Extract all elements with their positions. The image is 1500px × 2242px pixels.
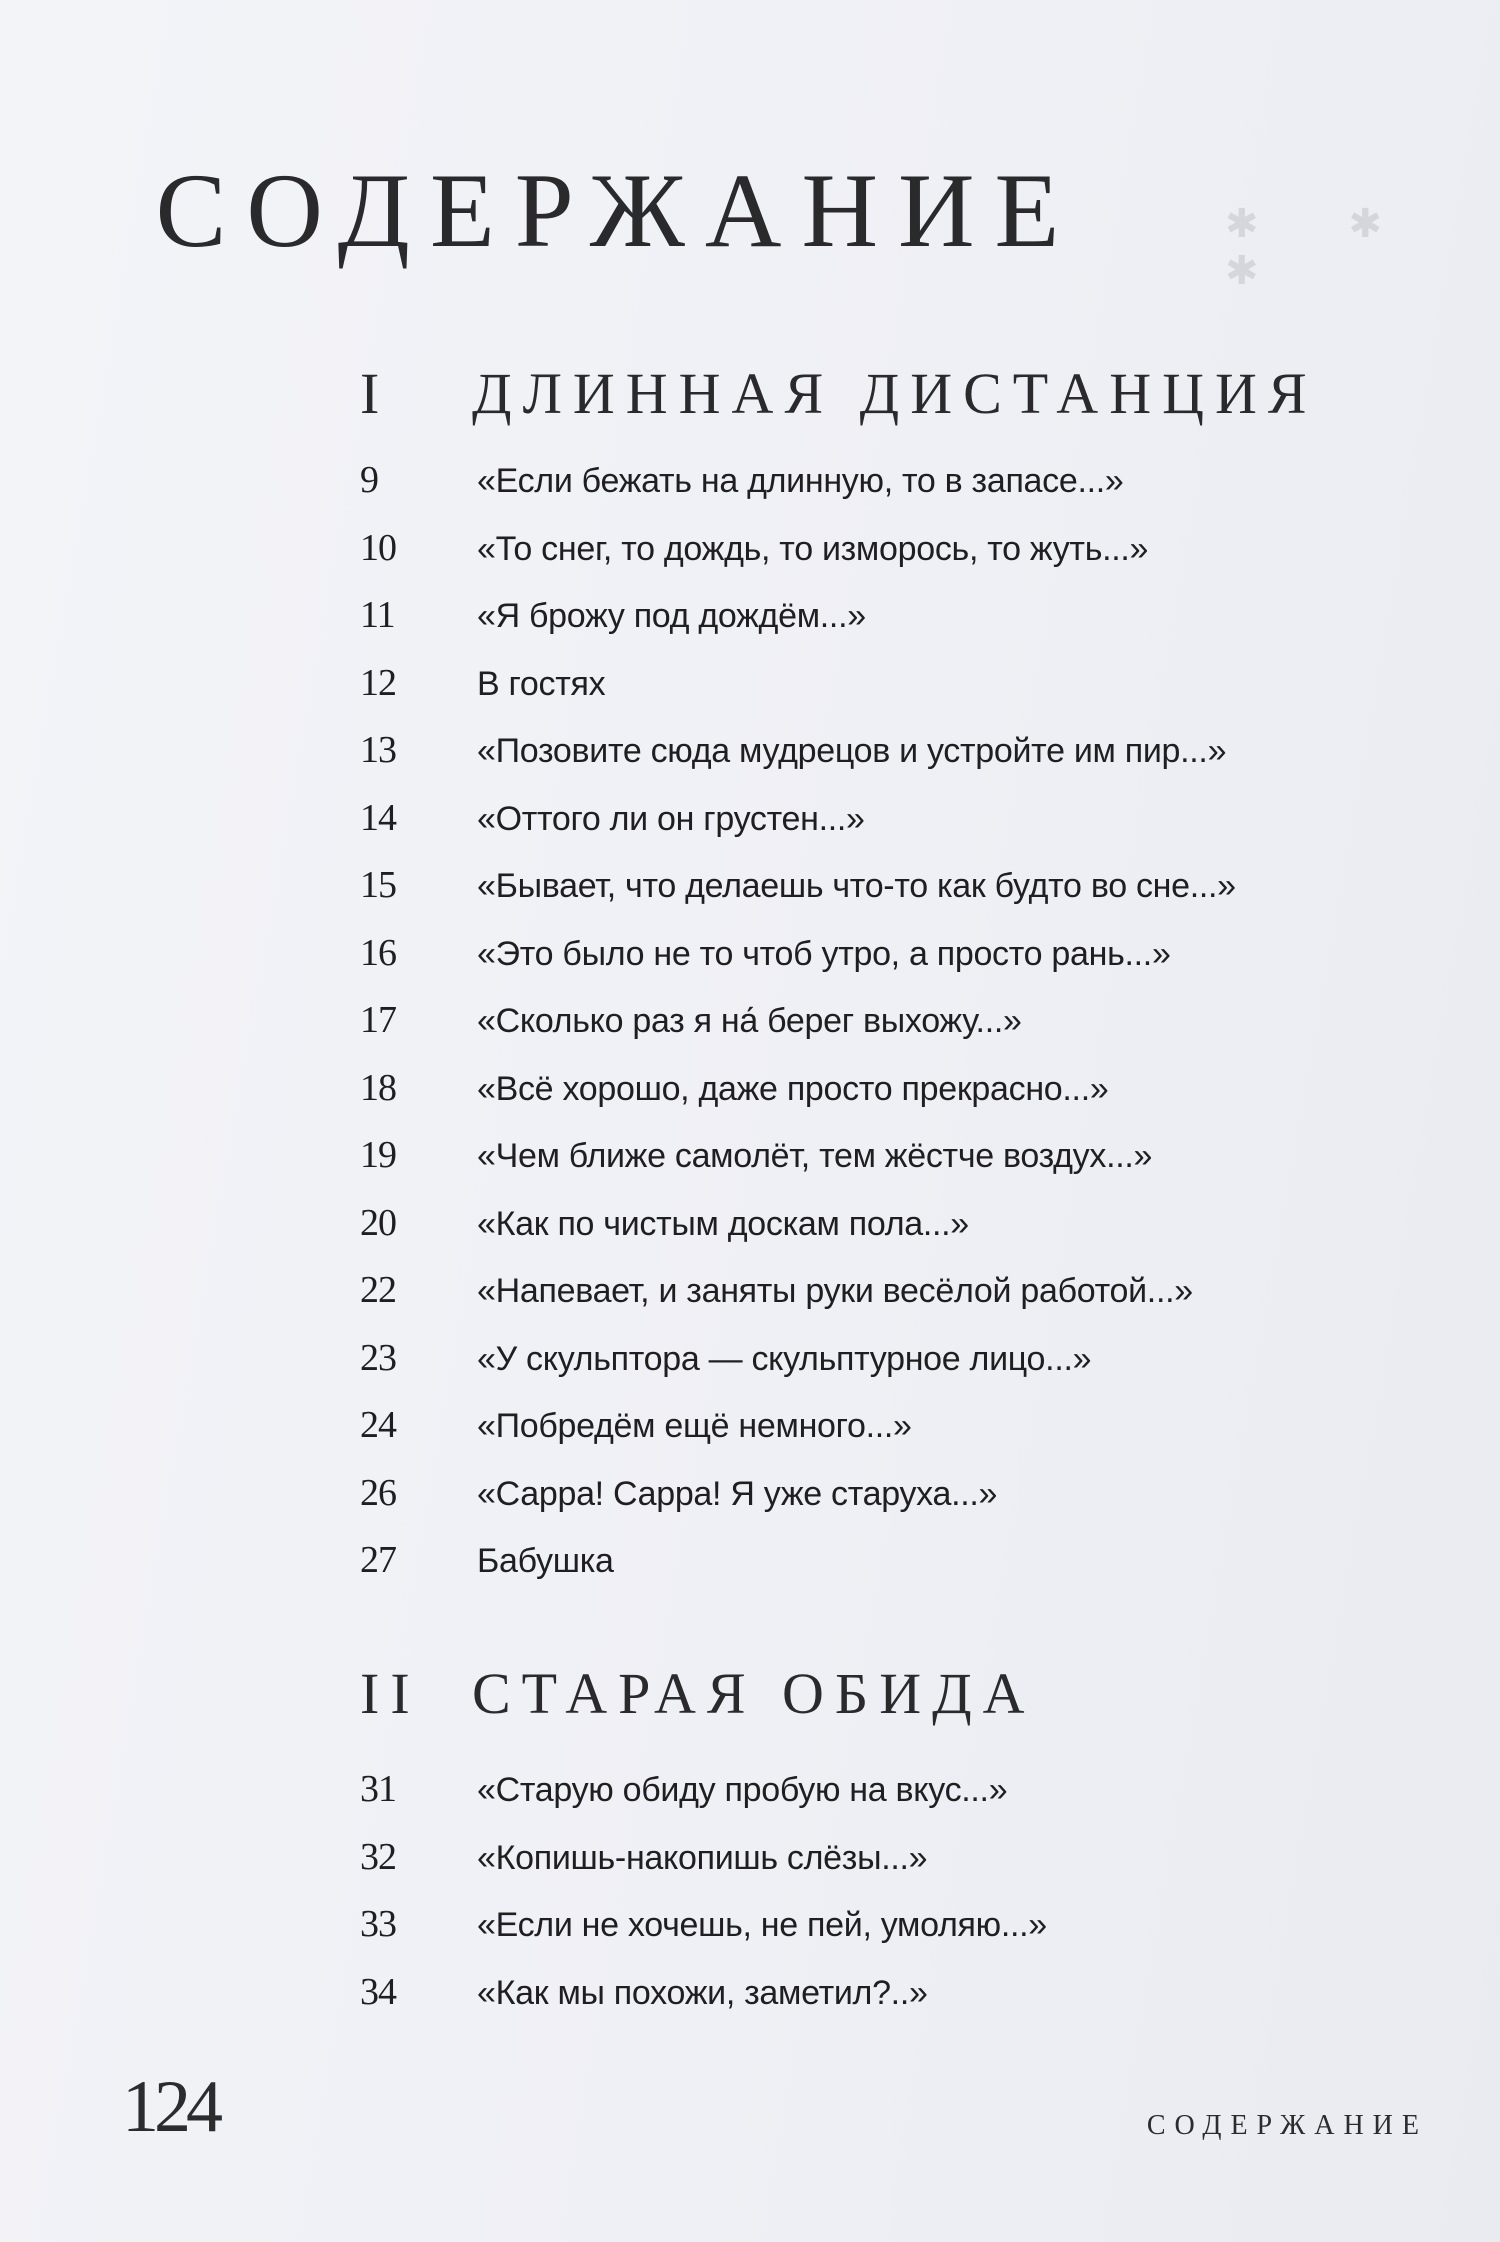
toc-entry[interactable]	[360, 593, 1236, 661]
toc-page-number: 11	[360, 594, 395, 636]
toc-entry[interactable]	[360, 931, 1236, 999]
toc-entry-title: «Напевает, и заняты руки весёлой работой...»	[477, 1272, 1193, 1310]
toc-page-number: 16	[360, 931, 396, 974]
toc-entry[interactable]	[360, 1471, 1236, 1539]
toc-entry-title: Бабушка	[477, 1542, 614, 1580]
toc-entry-title: «Позовите сюда мудрецов и устройте им пир...»	[477, 732, 1227, 770]
toc-entry-title: «Если не хочешь, не пей, умоляю...»	[477, 1906, 1047, 1944]
toc-entry[interactable]	[360, 863, 1236, 931]
toc-page-number: 33	[360, 1903, 396, 1945]
toc-entry-title: «Если бежать на длинную, то в запасе...»	[477, 462, 1124, 500]
toc-entry-title: «Побредём ещё немного...»	[477, 1407, 912, 1445]
section-title: СТАРАЯ ОБИДА	[472, 1661, 1036, 1726]
toc-page-number: 31	[360, 1768, 396, 1810]
toc-entry[interactable]	[360, 728, 1236, 796]
toc-entry-title: «Сарра! Сарра! Я уже старуха...»	[477, 1474, 998, 1513]
page-number: 124	[122, 2066, 218, 2148]
toc-page-number: 34	[360, 1970, 396, 2013]
toc-page-number: 26	[360, 1471, 396, 1514]
toc-entry-title: «Старую обиду пробую на вкус...»	[477, 1771, 1008, 1809]
toc-entry-title: «Всё хорошо, даже просто прекрасно...»	[477, 1069, 1109, 1108]
toc-page-number: 13	[360, 729, 396, 771]
toc-page-number: 18	[360, 1066, 396, 1109]
toc-page-number: 27	[360, 1539, 396, 1581]
toc-page-number: 24	[360, 1404, 396, 1446]
toc-page-number: 17	[360, 999, 396, 1041]
toc-list	[360, 458, 1236, 1606]
toc-page-number: 19	[360, 1134, 396, 1176]
toc-entry-title: «Бывает, что делаешь что-то как будто во сне...»	[477, 867, 1236, 905]
toc-entry[interactable]	[360, 661, 1236, 729]
toc-page-number: 20	[360, 1201, 396, 1244]
toc-entry-title: «Чем ближе самолёт, тем жёстче воздух...»	[477, 1137, 1153, 1175]
toc-page-number: 9	[360, 459, 378, 501]
toc-entry-title: «То снег, то дождь, то изморось, то жуть...»	[477, 529, 1149, 568]
toc-page-number: 14	[360, 796, 396, 839]
toc-entry[interactable]	[360, 1970, 1047, 2038]
toc-entry-title: «Оттого ли он грустен...»	[477, 799, 865, 838]
toc-entry-title: «Как по чистым доскам пола...»	[477, 1204, 969, 1243]
toc-entry[interactable]	[360, 1538, 1236, 1606]
section-number: I	[360, 361, 391, 426]
toc-entry[interactable]	[360, 1201, 1236, 1269]
section-number: II	[360, 1661, 421, 1726]
toc-list	[360, 1767, 1047, 2037]
section-title: ДЛИННАЯ ДИСТАНЦИЯ	[472, 361, 1318, 426]
section-heading	[360, 1661, 1036, 1726]
toc-entry[interactable]	[360, 1403, 1236, 1471]
toc-page-number: 12	[360, 661, 396, 704]
toc-entry[interactable]	[360, 796, 1236, 864]
toc-entry-title: «Как мы похожи, заметил?..»	[477, 1973, 928, 2012]
toc-entry-title: «Сколько раз я на́ берег выхожу...»	[477, 1002, 1022, 1040]
toc-entry[interactable]	[360, 1268, 1236, 1336]
toc-entry[interactable]	[360, 1133, 1236, 1201]
section-heading	[360, 361, 1318, 426]
toc-entry-title: «Копишь-накопишь слёзы...»	[477, 1838, 928, 1877]
toc-entry[interactable]	[360, 1336, 1236, 1404]
toc-entry[interactable]	[360, 1767, 1047, 1835]
toc-entry[interactable]	[360, 998, 1236, 1066]
bleed-through-stars-icon: ✱ ✱ ✱	[1225, 201, 1423, 293]
toc-entry[interactable]	[360, 1066, 1236, 1134]
toc-entry-title: «Это было не то чтоб утро, а просто рань...»	[477, 934, 1171, 973]
toc-page-number: 10	[360, 526, 396, 569]
toc-page-number: 23	[360, 1336, 396, 1379]
toc-entry[interactable]	[360, 526, 1236, 594]
toc-page-number: 32	[360, 1835, 396, 1878]
running-title: СОДЕРЖАНИЕ	[1146, 2110, 1428, 2141]
toc-page-number: 22	[360, 1269, 396, 1311]
page-title: СОДЕРЖАНИЕ	[155, 152, 1080, 269]
toc-page-number: 15	[360, 864, 396, 906]
toc-entry-title: «У скульптора — скульптурное лицо...»	[477, 1339, 1092, 1378]
toc-entry[interactable]	[360, 458, 1236, 526]
toc-entry[interactable]	[360, 1902, 1047, 1970]
toc-entry[interactable]	[360, 1835, 1047, 1903]
toc-entry-title: В гостях	[477, 664, 606, 703]
toc-entry-title: «Я брожу под дождём...»	[477, 597, 866, 635]
